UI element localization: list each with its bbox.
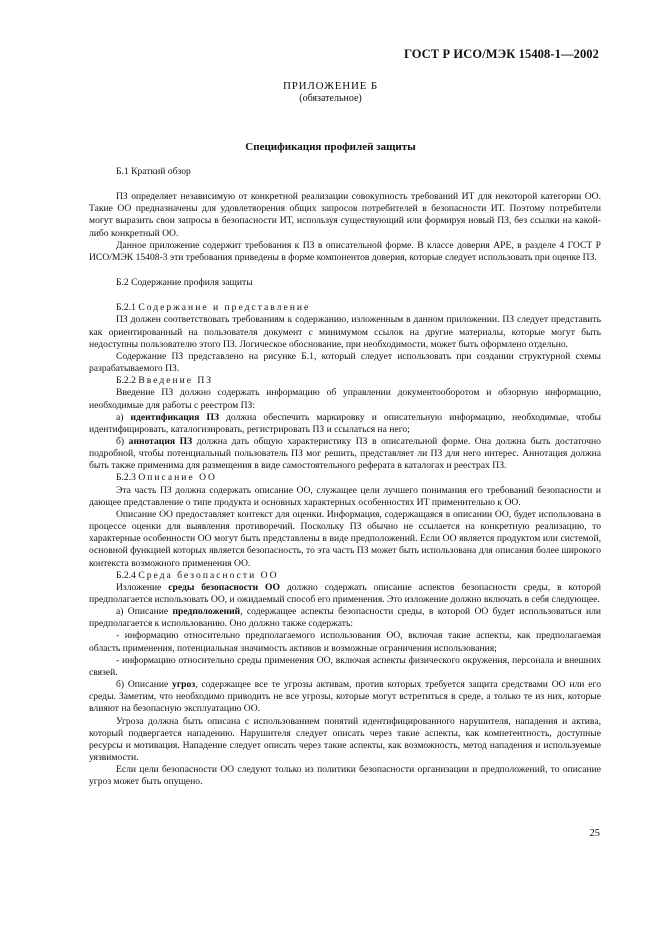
- paragraph: ПЗ должен соответствовать требованиям к содержанию, изложенным в данном приложении. ПЗ следует представить как ориентированный на пользователя документ с минимумом ссылок на другие материалы, которые могут быть недоступны пользователю этого ПЗ. Логическое обоснование, при необходимости, может быть оформлено отдельно.: [89, 314, 601, 350]
- paragraph: Эта часть ПЗ должна содержать описание ОО, служащее цели лучшего понимания его требований безопасности и дающее представление о типе продукта и основных характерных особенностях ИТ применительно к ОО.: [89, 484, 601, 508]
- section-heading-b2: Б.2 Содержание профиля защиты: [116, 277, 253, 289]
- paragraph: Угроза должна быть описана с использованием понятий идентифицированного нарушителя, нападения и актива, который подвергается нападению. Нарушителя следует описать через такие аспекты, как компетентность, доступные ресурсы и мотивация. Нападение следует описать через такие аспекты, как возможность, метод нападения и используемые уязвимости.: [89, 715, 601, 764]
- body-text: [89, 166, 601, 789]
- page-number: 25: [589, 828, 600, 839]
- list-item: а) Описание предположений, содержащее аспекты безопасности среды, в которой ОО будет использоваться или предполагается к использованию. Оно должно также содержать:: [89, 606, 602, 630]
- paragraph: Если цели безопасности ОО следуют только из политики безопасности организации и предположений, то описание угроз может быть опущено.: [89, 764, 601, 788]
- list-item: - информацию относительно среды применения ОО, включая аспекты физического окружения, персонала и внешних связей.: [89, 654, 601, 678]
- paragraph: Изложение среды безопасности ОО должно содержать описание аспектов безопасности среды, в которой предполагается использовать ОО, и ожидаемый способ его применения. Это изложение должно включать в себя следующее.: [89, 581, 601, 605]
- subsection-heading-b23: Б.2.3 Описание ОО: [116, 472, 217, 484]
- appendix-subtitle: (обязательное): [299, 93, 362, 104]
- running-header: ГОСТ Р ИСО/МЭК 15408-1—2002: [403, 47, 599, 61]
- appendix-title: ПРИЛОЖЕНИЕ Б: [283, 80, 378, 92]
- list-item: б) Описание угроз, содержащее все те угрозы активам, против которых требуется защита средствами ОО или его среды. Заметим, что необходимо приводить не все угрозы, которые могут встретиться в среде, а только те из них, которые влияют на безопасную эксплуатацию ОО.: [89, 679, 601, 715]
- subsection-heading-b24: Б.2.4 Среда безопасности ОО: [116, 569, 279, 581]
- paragraph: Введение ПЗ должно содержать информацию об управлении документооборотом и обзорную информацию, необходимые для работы с реестром ПЗ:: [89, 387, 601, 411]
- list-item: - информацию относительно предполагаемого использования ОО, включая такие аспекты, как предполагаемая область применения, потенциальная значимость активов и возможные ограничения использования;: [89, 630, 601, 654]
- list-item: б) аннотация ПЗ должна дать общую характеристику ПЗ в описательной форме. Она должна быть достаточно подробной, чтобы потенциальный пользователь ПЗ мог решить, представляет ли ПЗ для него интерес. Аннотация должна быть также применима для размещения в виде самостоятельного реферата в каталогах и реестрах ПЗ.: [89, 435, 601, 472]
- section-heading-b1: Б.1 Краткий обзор: [116, 166, 191, 177]
- paragraph: Содержание ПЗ представлено на рисунке Б.1, который следует использовать при создании структурной схемы разрабатываемого ПЗ.: [89, 350, 601, 375]
- list-item: а) идентификация ПЗ должна обеспечить маркировку и описательную информацию, необходимые, чтобы идентифицировать, каталогизировать, регистрировать ПЗ и ссылаться на него;: [89, 411, 602, 435]
- paragraph: Данное приложение содержит требования к ПЗ в описательной форме. В классе доверия APE, в разделе 4 ГОСТ Р ИСО/МЭК 15408-3 эти требования приведены в форме компонентов доверия, которые следует использовать при оценке ПЗ.: [89, 239, 601, 263]
- paragraph: Описание ОО предоставляет контекст для оценки. Информация, содержащаяся в описании ОО, будет использована в процессе оценки для выявления противоречий. Поскольку ПЗ обычно не ссылается на конкретную реализацию, то характерные особенности ОО могут быть представлены в виде предположений. Если ОО является продуктом или системой, основной функцией которых является безопасность, то эта часть ПЗ может быть использована для описания более широкого контекста возможного применения ОО.: [89, 508, 601, 569]
- subsection-heading-b21: Б.2.1 Содержание и представление: [116, 302, 311, 314]
- paragraph: ПЗ определяет независимую от конкретной реализации совокупность требований ИТ для некоторой категории ОО. Такие ОО предназначены для удовлетворения общих запросов потребителей в безопасности ИТ. Поэтому потребители могут выразить свои запросы в безопасности ИТ, используя существующий или формируя новый ПЗ, без ссылки на какой-либо конкретный ОО.: [89, 191, 601, 239]
- document-title: Спецификация профилей защиты: [245, 141, 416, 153]
- subsection-heading-b22: Б.2.2 Введение ПЗ: [116, 375, 214, 387]
